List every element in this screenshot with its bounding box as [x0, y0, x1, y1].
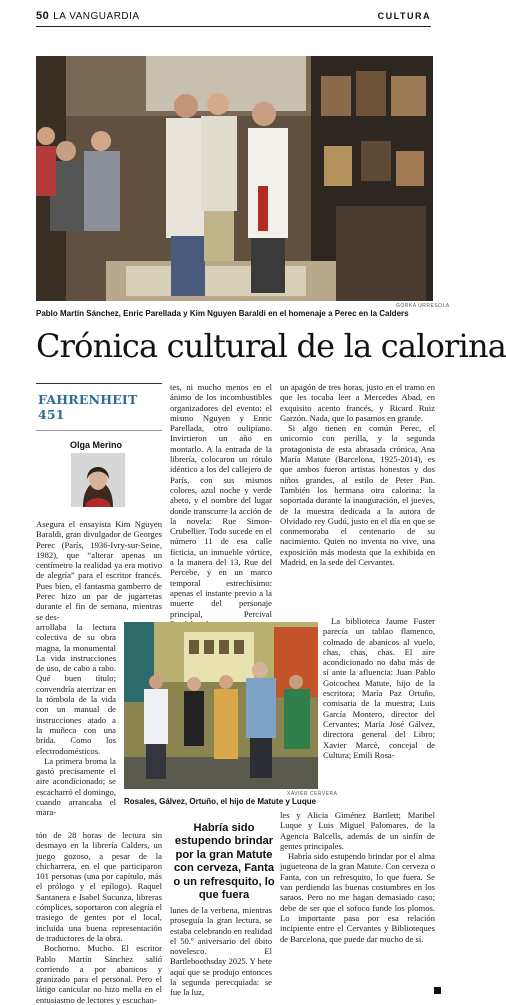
bottom-photo-caption: Rosales, Gálvez, Ortuño, el hijo de Matute y Luque	[124, 797, 317, 806]
bookshop-photo-illustration	[36, 56, 433, 301]
top-photo	[36, 56, 433, 301]
author-portrait-icon	[71, 453, 125, 507]
page-folio	[36, 10, 140, 22]
column-author: Olga Merino	[70, 440, 123, 450]
body-col3-narrow	[323, 616, 435, 760]
bottom-photo	[124, 622, 318, 789]
paragraph: Bochorno. Mucho. El escritor Pablo Martín Sánchez salió corriendo a por abanicos y granizado para el personal. Pero el látigo canicular no hizo mella en el entusiasmo de lectores y escuchan-	[36, 943, 162, 1005]
paragraph: tón de 28 horas de lectura sin desmayo en la librería Calders, un juego gozoso, a pesar de la chicharrera, en el que participaron 101 personas (una por capítulo, más el prólogo y el epílogo). Raquel Santanera e Isabel Sucunza, libreras cómplices, soportaron con alegría el trasiego de gentes por el local, incluida una buena representación de traductores de la obra.	[36, 830, 162, 943]
pull-quote: Habría sido estupendo brindar por la gran Matute con cerveza, Fanta o un refresquito, lo que fuera	[173, 822, 275, 902]
page-number: 50	[36, 10, 50, 22]
column-section	[36, 383, 162, 450]
body-col1-narrow	[36, 622, 116, 818]
headline: Crónica cultural de la calorina	[36, 327, 506, 365]
page-header	[36, 6, 431, 27]
paragraph: La primera broma la gastó precisamente el aire acondicionado; se escacharró el domingo, cuando arrancaba el mara-	[36, 755, 116, 818]
paragraph: les y Alicia Giménez Bartlett; Maribel Luque y Luis Miguel Palomares, de la Agencia Balcells, además de un sinfín de gentes principales.	[280, 810, 435, 851]
paragraph: tes, ni mucho menos en el ánimo de los incombustibles organizadores del evento: el mismo Nguyen y Enric Parellada, otro oulipiano. Invirtieron un año en montarlo. A la entrada de la librería, colocaron un rótulo idéntico a los del callejero de París, con sus mismos colores, azul noche y verde abeto, y el nombre del lugar donde transcurre la acción de la novela: Rue Simon-Crubellier. Todo sucede en el número 11 de esa calle ficticia, un inmueble vórtice, a la manera del 13, Rue del Percebe, y en un marco temporal estrechísimo: apenas el instante previo a la muerte del personaje principal, Percival	[170, 382, 272, 619]
paragraph: lunes de la verbena, mientras proseguía la gran lectura, se estaba celebrando en realidad el 50.º aniversario del óbito novelesco. El Bartleboothsday 2025. Y hete aquí que se produjo entonces la segunda perecquiada: se fue la luz,	[170, 905, 272, 998]
paragraph: arrollaba la lectura colectiva de su obra magna, la monumental La vida instrucciones de uso, de cabo a rabo. Qué buen título; convendría aterrizar en la tómbola de la vida con un manual de instrucciones atado a la muñeca con una brida. Como los electrodomésticos.	[36, 622, 116, 756]
newspaper-name: LA VANGUARDIA	[53, 11, 140, 22]
column-title: FAHRENHEIT 451	[38, 392, 138, 422]
bottom-photo-credit: XAVIER CERVERA	[287, 791, 338, 797]
body-col1-bottom	[36, 830, 162, 1005]
paragraph: Asegura el ensayista Kim Nguyen Baraldi, gran divulgador de Georges Perec (París, 1936-Ivry-sur-Seine, 1982), que “alterar apenas un centímetro la realidad ya era motivo de alegría” para el escritor francés. Pues bien, el fantasma gamberro de Perec hizo un par de jugarretas durante el fin de semana, mientras se des-	[36, 519, 162, 622]
paragraph: La biblioteca Jaume Fuster parecía un tablao flamenco, colmado de abanicos al vuelo, chas, chas, chas. El aire acondicionado no daba más de sí ante la afluencia: Juan Pablo Goicochea Matute, hijo de la escritora; María Paz Ortuño, comisaria de la muestra; Luis García Montero, director del Cervantes; María José Gálvez, directora general del Libro; Xavier Marcè, concejal de Cultura; Emili Rosa-	[323, 616, 435, 760]
paragraph: un apagón de tres horas, justo en el tramo en que les tocaba leer a Mercedes Abad, en exquisito acento francés, y Ricard Ruiz Garzón. Nada, que lo pasamos en grande.	[280, 382, 435, 423]
section-label: CULTURA	[377, 11, 431, 21]
body-col3-top	[280, 382, 435, 567]
paragraph: Si algo tienen en común Perec, el unicornio con perilla, y la segunda protagonista de esta abrasada crónica, Ana María Matute (Barcelona, 1925-2014), es que ambos fueron artistas honestos y dos niños grandes, al estilo de Peter Pan. También los hermana otra calorina: la soportada durante la inauguración, el jueves, de la muestra dedicada a la autora de Olvidado rey Gudú, justo en el día en que se conmemoraba el centenario de su nacimiento. Quien no inventa no vive, una exposición más modesta que la exhibida en Madrid, en la sede del Cervantes.	[280, 423, 435, 568]
exhibition-photo-illustration	[124, 622, 318, 789]
author-avatar	[71, 453, 125, 507]
paragraph: Habría sido estupendo brindar por el alma jugueteona de la gran Matute. Con cerveza o Fanta, con un refresquito, lo que fuera. Se van perdiendo las buenas costumbres en los saraos. Pero no me hagan demasiado caso; debe de ser que el sofoco funde los plomos. Lo importante pasa por esa relación incipiente entre el Cervantes y Biblioteques de Barcelona, que puede dar mucho de sí.	[280, 851, 435, 944]
body-col1-top	[36, 519, 162, 622]
top-photo-credit: GORKA URRESOLA	[396, 303, 450, 309]
body-col3-bottom	[280, 810, 435, 944]
end-mark-icon	[434, 987, 441, 994]
top-photo-caption: Pablo Martín Sánchez, Enric Parellada y Kim Nguyen Baraldi en el homenaje a Perec en la Calders	[36, 309, 409, 318]
body-col2-bottom	[170, 905, 272, 998]
